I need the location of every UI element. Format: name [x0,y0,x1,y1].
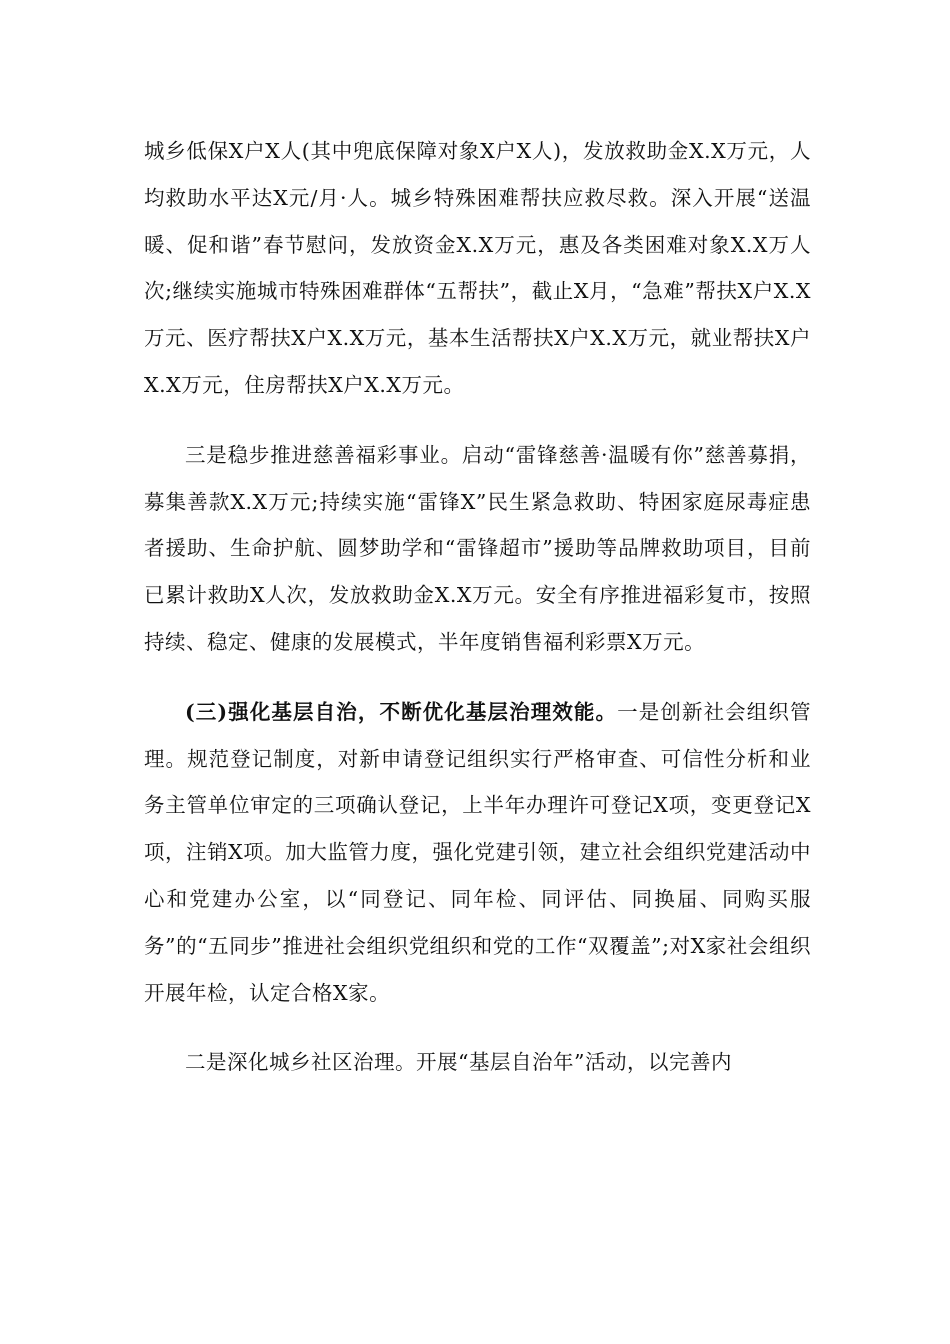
paragraph-4 [144,1039,811,1086]
section-heading: (三)强化基层自治，不断优化基层治理效能。 [185,699,618,724]
document-body [144,128,811,1109]
paragraph-2-text: 三是稳步推进慈善福彩事业。启动“雷锋慈善·温暖有你”慈善募捐，募集善款X.X万元;持续实施“雷锋X”民生紧急救助、特困家庭尿毒症患者援助、生命护航、圆梦助学和“雷锋超市”援助等品牌救助项目，目前已累计救助X人次，发放救助金X.X万元。安全有序推进福彩复市，按照持续、稳定、健康的发展模式，半年度销售福利彩票X万元。 [144,442,811,654]
paragraph-2 [144,432,811,666]
paragraph-4-text: 二是深化城乡社区治理。开展“基层自治年”活动，以完善内 [185,1050,732,1075]
paragraph-3 [144,689,811,1017]
paragraph-1 [144,128,811,409]
paragraph-3-text: 一是创新社会组织管理。规范登记制度，对新申请登记组织实行严格审查、可信性分析和业务主管单位审定的三项确认登记，上半年办理许可登记X项，变更登记X项，注销X项。加大监管力度，强化党建引领，建立社会组织党建活动中心和党建办公室，以“同登记、同年检、同评估、同换届、同购买服务”的“五同步”推进社会组织党组织和党的工作“双覆盖”;对X家社会组织开展年检，认定合格X家。 [144,699,811,1005]
paragraph-1-text: 城乡低保X户X人(其中兜底保障对象X户X人)，发放救助金X.X万元，人均救助水平达X元/月·人。城乡特殊困难帮扶应救尽救。深入开展“送温暖、促和谐”春节慰问，发放资金X.X万元，惠及各类困难对象X.X万人次;继续实施城市特殊困难群体“五帮扶”，截止X月，“急难”帮扶X户X.X万元、医疗帮扶X户X.X万元，基本生活帮扶X户X.X万元，就业帮扶X户X.X万元，住房帮扶X户X.X万元。 [144,139,811,397]
